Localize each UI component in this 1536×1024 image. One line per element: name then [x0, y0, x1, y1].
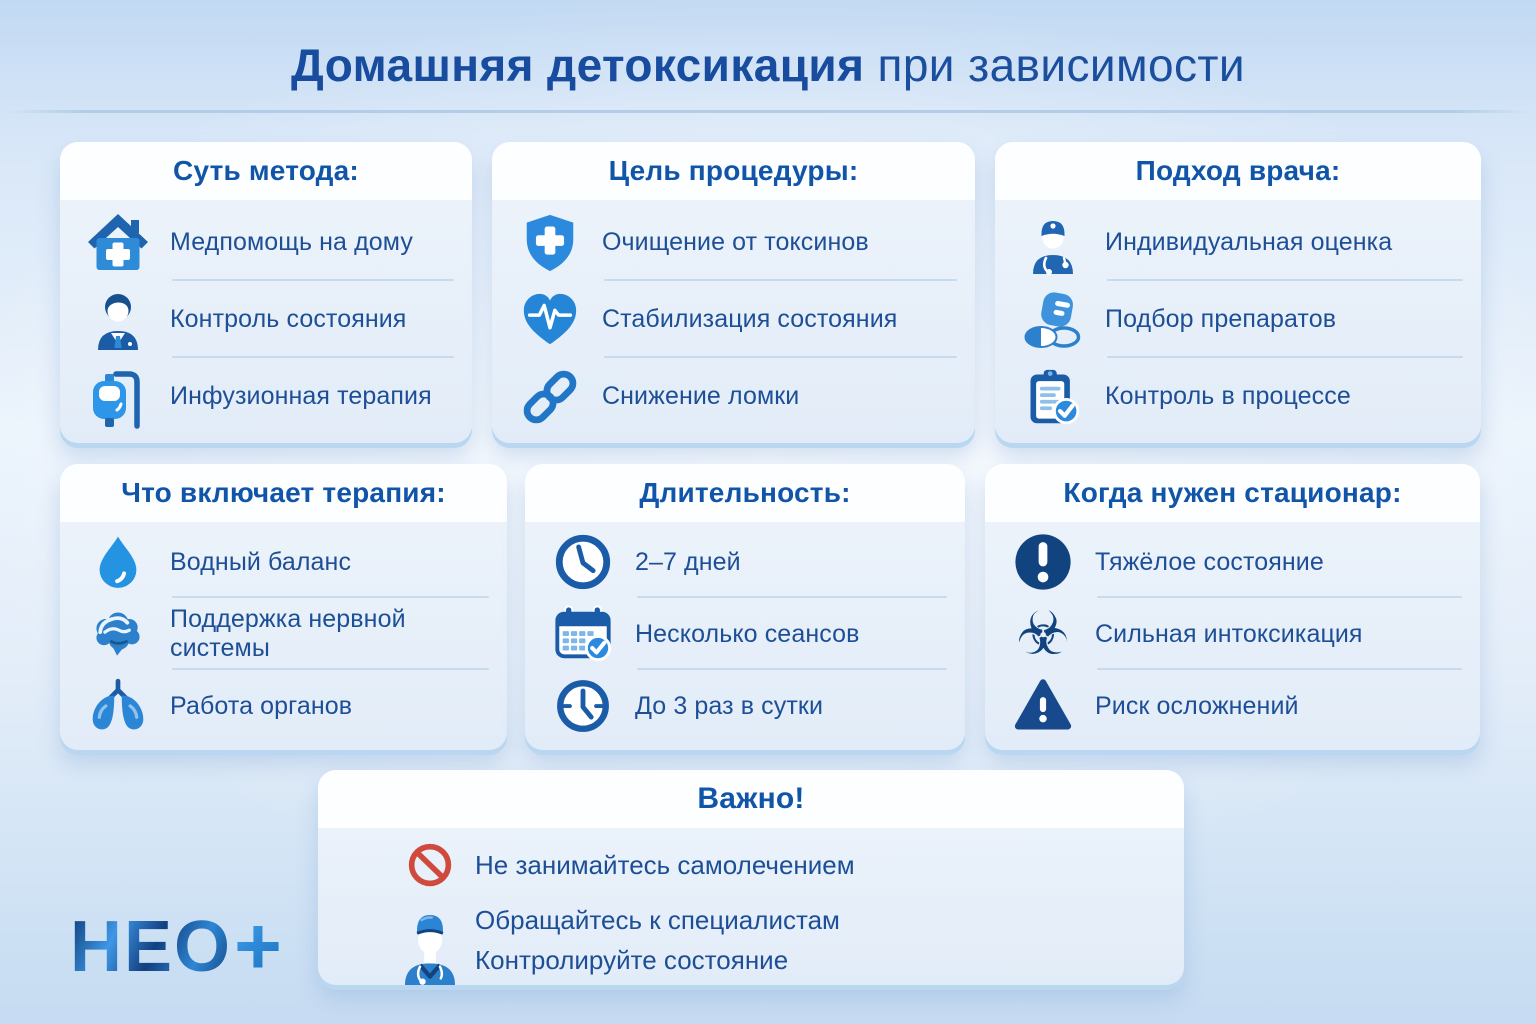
- list-item: [1019, 204, 1465, 281]
- item-label: Несколько сеансов: [635, 619, 860, 648]
- list-item: [1019, 281, 1465, 358]
- card-body: [492, 200, 975, 443]
- biohazard-icon: [1009, 600, 1077, 668]
- card-title: Важно!: [318, 770, 1184, 828]
- surgeon-icon: [400, 894, 460, 986]
- item-label: Сильная интоксикация: [1095, 619, 1363, 648]
- logo-neo-plus: [70, 901, 282, 992]
- list-item: [516, 281, 959, 358]
- doctor-cap-icon: [1019, 209, 1087, 277]
- card-body: [985, 522, 1480, 750]
- item-label: Обращайтесь к специалистам: [475, 904, 840, 935]
- list-item: [84, 526, 491, 598]
- card-body: [995, 200, 1481, 443]
- title-divider: [6, 110, 1530, 113]
- list-item: [549, 598, 949, 670]
- card-procedure-goal: [492, 142, 975, 443]
- card-body: [60, 522, 507, 750]
- heart-pulse-icon: [516, 286, 584, 354]
- card-title: Суть метода:: [60, 142, 472, 200]
- item-label: Поддержка нервной системы: [170, 605, 406, 662]
- brain-icon: [84, 600, 152, 668]
- card-title: Что включает терапия:: [60, 464, 507, 522]
- card-body: [525, 522, 965, 750]
- item-label: До 3 раз в сутки: [635, 691, 824, 720]
- card-duration: [525, 464, 965, 750]
- item-label: Водный баланс: [170, 547, 352, 576]
- item-label: Снижение ломки: [602, 382, 800, 410]
- biohazard-glyph: ☣: [1016, 599, 1070, 669]
- alarm-clock-icon: [549, 672, 617, 740]
- logo-text: НЕО: [70, 907, 233, 987]
- shield-cross-icon: [516, 209, 584, 277]
- list-item: [84, 598, 491, 670]
- clipboard-check-icon: [1019, 363, 1087, 431]
- page-title: [0, 38, 1536, 92]
- item-label: Контроль в процессе: [1105, 382, 1351, 410]
- list-item: [84, 670, 491, 742]
- item-label: Стабилизация состояния: [602, 305, 898, 333]
- list-item: [549, 526, 949, 598]
- page-title-regular: при зависимости: [864, 39, 1245, 91]
- list-item: [1009, 598, 1464, 670]
- item-label: Подбор препаратов: [1105, 305, 1337, 333]
- item-label: Индивидуальная оценка: [1105, 228, 1393, 256]
- no-sign-icon: [400, 841, 460, 889]
- iv-bag-icon: [84, 363, 152, 431]
- card-important: [318, 770, 1184, 985]
- item-label: Работа органов: [170, 691, 353, 720]
- list-item: [84, 281, 456, 358]
- list-item: [400, 836, 1164, 894]
- list-item: [516, 204, 959, 281]
- card-doctor-approach: [995, 142, 1481, 443]
- house-medical-icon: [84, 209, 152, 277]
- item-label: Тяжёлое состояние: [1095, 547, 1324, 576]
- calendar-check-icon: [549, 600, 617, 668]
- card-title: Длительность:: [525, 464, 965, 522]
- doctor-icon: [84, 286, 152, 354]
- item-label: Инфузионная терапия: [170, 382, 432, 410]
- card-body: [60, 200, 472, 443]
- pills-icon: [1019, 286, 1087, 354]
- water-drop-icon: [84, 528, 152, 596]
- list-item: [1009, 670, 1464, 742]
- exclamation-circle-icon: [1009, 528, 1077, 596]
- item-label: Контроль состояния: [170, 305, 407, 333]
- list-item: [400, 894, 1164, 986]
- item-label: Контролируйте состояние: [475, 944, 789, 975]
- card-title: Подход врача:: [995, 142, 1481, 200]
- warning-triangle-icon: [1009, 672, 1077, 740]
- card-title: Цель процедуры:: [492, 142, 975, 200]
- chain-icon: [516, 363, 584, 431]
- item-label: Не занимайтесь самолечением: [475, 849, 855, 880]
- list-item: [1009, 526, 1464, 598]
- card-body: [318, 828, 1184, 996]
- list-item: [549, 670, 949, 742]
- list-item: [1019, 358, 1465, 435]
- card-therapy-includes: [60, 464, 507, 750]
- item-label: Медпомощь на дому: [170, 228, 413, 256]
- lungs-icon: [84, 672, 152, 740]
- list-item: [84, 204, 456, 281]
- clock-icon: [549, 528, 617, 596]
- item-label: Очищение от токсинов: [602, 228, 869, 256]
- item-label: Риск осложнений: [1095, 691, 1299, 720]
- card-method-essence: [60, 142, 472, 443]
- list-item: [84, 358, 456, 435]
- item-label: 2–7 дней: [635, 547, 741, 576]
- card-title: Когда нужен стационар:: [985, 464, 1480, 522]
- page-title-bold: Домашняя детоксикация: [291, 39, 865, 91]
- card-hospital-needed: [985, 464, 1480, 750]
- important-text-column: [475, 894, 840, 986]
- logo-plus-icon: +: [234, 901, 282, 992]
- list-item: [516, 358, 959, 435]
